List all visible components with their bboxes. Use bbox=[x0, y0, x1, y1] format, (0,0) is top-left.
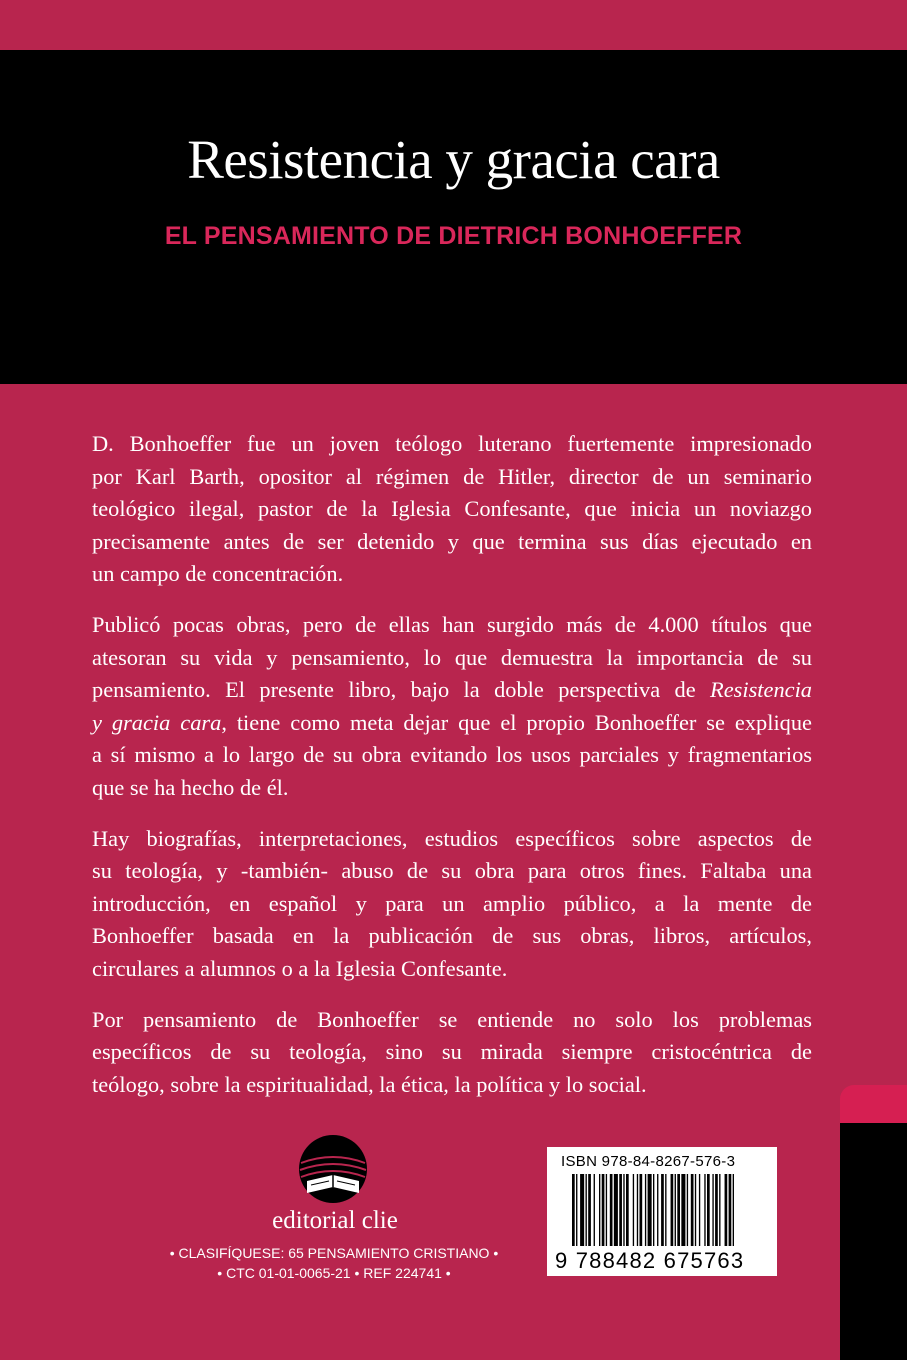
text-line: teológico ilegal, pastor de la Iglesia Confesante, que inicia un noviazgo bbox=[92, 496, 812, 522]
italic-book-title: y gracia cara bbox=[92, 709, 222, 735]
spine-tab bbox=[840, 1123, 907, 1360]
classification-line: • CLASIFÍQUESE: 65 PENSAMIENTO CRISTIANO • bbox=[169, 1245, 499, 1261]
text-line: introducción, en español y para un amplio público, a la mente de bbox=[92, 890, 812, 916]
text-line: su teología, y -también- abuso de su obra para otros fines. Faltaba una bbox=[92, 858, 812, 884]
barcode-panel bbox=[547, 1147, 777, 1276]
text-line bbox=[92, 674, 812, 707]
spine-tab-accent bbox=[840, 1085, 907, 1125]
text-line: Hay biografías, interpretaciones, estudios específicos sobre aspectos de bbox=[92, 825, 812, 851]
text-line bbox=[92, 707, 812, 740]
book-subtitle: EL PENSAMIENTO DE DIETRICH BONHOEFFER bbox=[164, 222, 743, 250]
isbn-label: ISBN 978-84-8267-576-3 bbox=[561, 1153, 736, 1170]
reference-line: • CTC 01-01-0065-21 • REF 224741 • bbox=[217, 1265, 451, 1281]
text-line: teólogo, sobre la espiritualidad, la ética, la política y lo social. bbox=[92, 1071, 647, 1097]
text-segment: pensamiento. El presente libro, bajo la doble perspectiva de bbox=[92, 677, 711, 703]
paragraph-1 bbox=[92, 428, 812, 591]
text-line: atesoran su vida y pensamiento, lo que demuestra la importancia de su bbox=[92, 644, 812, 670]
barcode-icon bbox=[554, 1174, 770, 1248]
italic-book-title: Resistencia bbox=[710, 677, 812, 703]
text-line: Bonhoeffer basada en la publicación de sus obras, libros, artículos, bbox=[92, 923, 812, 949]
text-line: a sí mismo a lo largo de su obra evitando los usos parciales y fragmentarios bbox=[92, 742, 812, 768]
title-band bbox=[0, 50, 907, 384]
text-line: que se ha hecho de él. bbox=[92, 774, 289, 800]
text-line: circulares a alumnos o a la Iglesia Confesante. bbox=[92, 955, 508, 981]
open-book-globe-icon bbox=[295, 1133, 371, 1205]
publisher-name: editorial clie bbox=[272, 1207, 398, 1234]
text-line: precisamente antes de ser detenido y que termina sus días ejecutado en bbox=[92, 528, 812, 554]
text-line: Por pensamiento de Bonhoeffer se entiende no solo los problemas bbox=[92, 1006, 812, 1032]
paragraph-2 bbox=[92, 609, 812, 805]
back-cover-blurb bbox=[92, 428, 812, 1119]
text-line: específicos de su teología, sino su mirada siempre cristocéntrica de bbox=[92, 1039, 812, 1065]
text-line: por Karl Barth, opositor al régimen de Hitler, director de un seminario bbox=[92, 463, 812, 489]
text-line: un campo de concentración. bbox=[92, 561, 344, 587]
text-line: D. Bonhoeffer fue un joven teólogo luterano fuertemente impresionado bbox=[92, 431, 812, 456]
text-segment: , tiene como meta dejar que el propio Bonhoeffer se explique bbox=[221, 709, 812, 735]
text-line: Publicó pocas obras, pero de ellas han surgido más de 4.000 títulos que bbox=[92, 611, 812, 637]
barcode-digits: 9 788482 675763 bbox=[555, 1248, 745, 1273]
paragraph-3 bbox=[92, 823, 812, 986]
paragraph-4 bbox=[92, 1004, 812, 1102]
book-title: Resistencia y gracia cara bbox=[187, 129, 720, 190]
